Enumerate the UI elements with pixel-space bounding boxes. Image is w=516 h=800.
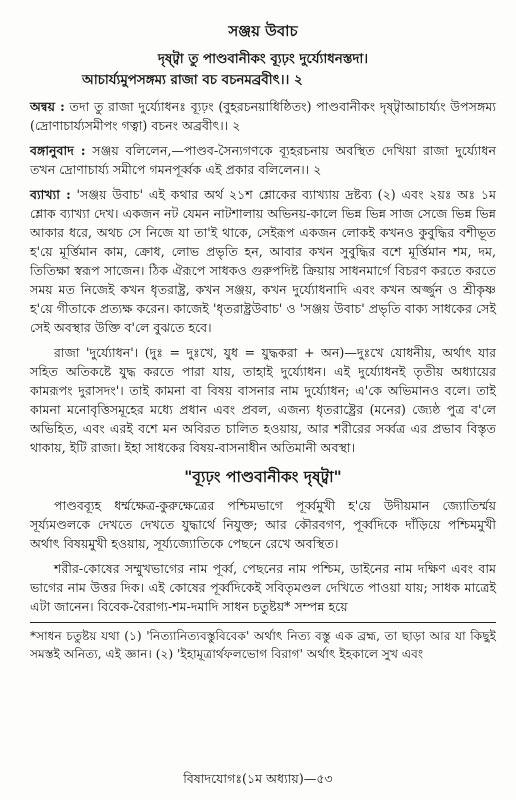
section2-paragraph-1: পাণ্ডবব্যূহ ধর্ম্মক্ষেত্র-কুরুক্ষেত্রের পশ্চিমভাগে পূর্ব্বমুখী হ'য়ে উদীয়মান জ্যোতির্ম্ময় সূর্য্যমণ্ডলকে দেখতে দেখতে যুদ্ধার্থে নিযুক্ত; আর কৌরবগণ, পূর্ব্বদিকে দাঁড়িয়ে পশ্চিমমুখী অর্থাৎ বিষয়মুখী হওয়ায়, সূর্য্যজ্যোতিকে পেছনে রেখে অবস্থিত।	[30, 498, 496, 551]
sanskrit-verse	[30, 49, 496, 91]
subheading: "ব্যূঢ়ং পাণ্ডবানীকং দৃষ্ট্বা"	[184, 467, 342, 486]
translation-paragraph	[30, 141, 496, 179]
anvaya-paragraph	[30, 97, 496, 135]
commentary-label: ব্যাখ্যা :	[30, 187, 71, 202]
footnote: *সাধন চতুষ্টয় যথা (১) 'নিত্যানিত্যবস্তুবিবেক' অর্থাৎ নিত্য বস্তু এক ব্রহ্ম, তা ছাড়া আর যা কিছুই সমস্তই অনিত্য, এই জ্ঞান। (২) 'ইহামূত্রার্থফলভোগ বিরাগ' অর্থাৎ ইহকালে সুখ এবং	[30, 629, 496, 661]
commentary-paragraph-1	[30, 185, 496, 337]
anvaya-label: অন্বয় :	[30, 99, 65, 114]
footnote-divider	[30, 622, 496, 623]
commentary-paragraph-2: রাজা 'দুর্য্যোধন'। (দুঃ = দুঃখে, যুধ = যুদ্ধকরা + অন)—দুঃখে যোধনীয়, অর্থাৎ যার সহিত অতিকষ্টে যুদ্ধ করতে পারা যায়, তাহাই দুর্য্যোধন। এই দুর্য্যোধনই তৃতীয় অধ্যায়ের কামরূপং দুরাসদং'। তাই কামনা বা বিষয় বাসনার নাম দুর্য্যোধন; এ'কে অভিমানও বলে। তাই কামনা মনোবৃত্তিসমূহের মধ্যে প্রধান এবং প্রবল, এজন্য ধৃতরাষ্ট্রের (মনের) জ্যেষ্ঠ পুত্র ব'লে অভিহিত, এবং এরই বশে মন অবিরত চালিত হওয়ায়, আর শরীরের সর্ব্বত্র এর প্রভাব বিস্তৃত থাকায়, ইটি রাজা। ইহা সাধকের বিষয়-বাসনাধীন অতিমানী অবস্থা।	[30, 345, 496, 455]
translation-text: সঞ্জয় বলিলেন,—পাণ্ডব-সৈন্যগণকে ব্যূহরচনায় অবস্থিত দেখিয়া রাজা দুর্য্যোধন তখন দ্রোণাচার্য্য সমীপে গমনপূর্ব্বক এই প্রকার বলিলেন।। ২	[30, 143, 496, 177]
verse-line-1: দৃষ্ট্বা তু পাণ্ডবানীকং ব্যূঢ়ং দুর্য্যোধনস্তদা।	[157, 51, 369, 67]
commentary-text-1: 'সঞ্জয় উবাচ' এই কথার অর্থ ২১শ শ্লোকের ব্যাখ্যায় দ্রষ্টব্য (২) এবং ২য়ঃ অঃ ১ম শ্লোক ব্যাখ্যা দেখ। একজন নট যেমন নাটশালায় অভিনয়-কালে ভিন্ন ভিন্ন সাজ সেজে ভিন্ন ভিন্ন আকার ধরে, অথচ সে নিজে যা তা'ই থাকে, সেইরূপ একজন লোকই কখনও কুবুদ্ধির বশীভূত হ'য়ে মূর্ত্তিমান কাম, ক্রোধ, লোভ প্রভৃতি হন, আবার কখন সুবুদ্ধির বশে মূর্ত্তিমান শম, দম, তিতিক্ষা স্বরূপ সাজেন। ঠিক ঐরূপে সাধকও গুরুপদিষ্ট ক্রিয়ায় সাধনমার্গে বিচরণ করতে করতে সময় মত নিজেই কখন ধৃতরাষ্ট্র, কখন সঞ্জয়, কখন দুর্য্যোধনাদি এবং কখন অর্জ্জুন ও শ্রীকৃষ্ণ হ'য়ে গীতাকে প্রত্যক্ষ করেন। কাজেই 'ধৃতরাষ্ট্রউবাচ' ও 'সঞ্জয় উবাচ' প্রভৃতি বাক্য সাধকের সেই সেই অবস্থার উক্তি ব'লে বুঝতে হবে।	[30, 187, 497, 335]
translation-label: বঙ্গানুবাদ :	[30, 143, 86, 158]
section2-paragraph-2: শরীর-কোষের সম্মুখভাগের নাম পূর্ব্ব, পেছনের নাম পশ্চিম, ডাইনের নাম দক্ষিণ এবং বাম ভাগের নাম উত্তর দিক। এই কোষের পূর্ব্বদিকেই সবিতৃমণ্ডল দেখিতে পাওয়া যায়; সাধক মাত্রেই এটা জানেন। বিবেক-বৈরাগ্য-শম-দমাদি সাধন চতুষ্টয়* সম্পন্ন হয়ে	[30, 561, 496, 614]
page-content	[30, 18, 496, 663]
section-heading: সঞ্জয় উবাচ	[228, 22, 298, 40]
page-footer: বিষাদযোগঃ(১ম অধ্যায়)—৫৩	[183, 771, 333, 786]
verse-line-2: আচার্য্যমুপসঙ্গম্য রাজা বচ বচনমব্রবীৎ।। ২	[82, 72, 303, 88]
anvaya-text: তদা তু রাজা দুর্য্যোধনঃ ব্যূঢ়ং (বুহরচনয়াধিষ্ঠিতং) পাণ্ডবানীকং দৃষ্ট্বাআচার্য্যং উপসঙ্গম্য (দ্রোণাচার্য্যসমীপং গত্বা) বচনং অব্রবীৎ।। ২	[30, 99, 496, 133]
